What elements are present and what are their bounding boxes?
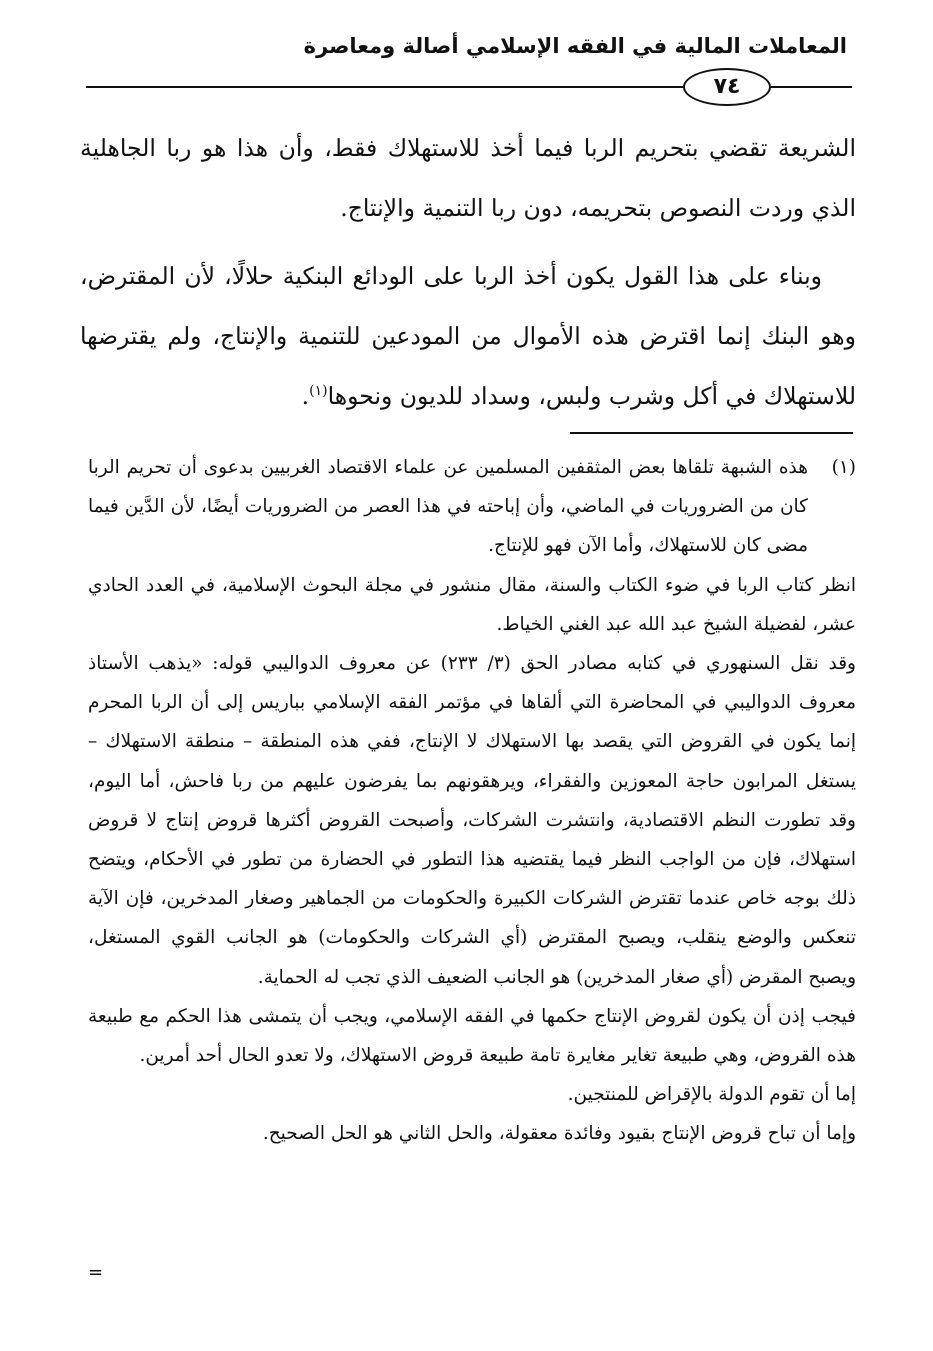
footnote-1 bbox=[88, 448, 856, 566]
footnotes bbox=[88, 448, 856, 1154]
paragraph-2 bbox=[80, 246, 856, 426]
footnote-option-2: وإما أن تباح قروض الإنتاج بقيود وفائدة معقولة، والحل الثاني هو الحل الصحيح. bbox=[262, 1123, 856, 1145]
footnote-1-text: هذه الشبهة تلقاها بعض المثقفين المسلمين عن علماء الاقتصاد الغربيين بدعوى أن تحريم الربا كان من الضروريات في الماضي، وأن إباحته في هذا العصر من الضروريات أيضًا، لأن الدَّين فيما مضى كان للاستهلاك، وأما الآن فهو للإنتاج. bbox=[88, 457, 808, 557]
continuation-mark: = bbox=[88, 1262, 104, 1283]
paragraph-1: الشريعة تقضي بتحريم الربا فيما أخذ للاستهلاك فقط، وأن هذا هو ربا الجاهلية الذي وردت النصوص بتحريمه، دون ربا التنمية والإنتاج. bbox=[80, 134, 856, 222]
footnote-quote-continued: فيجب إذن أن يكون لقروض الإنتاج حكمها في الفقه الإسلامي، ويجب أن يتمشى هذا الحكم مع طبيعة هذه القروض، وهي طبيعة تغاير مغايرة تامة طبيعة قروض الاستهلاك، ولا تعدو الحال أحد أمرين. bbox=[88, 1005, 856, 1067]
footnote-separator bbox=[570, 432, 853, 434]
main-text bbox=[80, 118, 856, 426]
footnote-reference-note: انظر كتاب الربا في ضوء الكتاب والسنة، مقال منشور في مجلة البحوث الإسلامية، في العدد الحادي عشر، لفضيلة الشيخ عبد الله عبد الغني الخياط. bbox=[88, 574, 856, 635]
footnote-option-1: إما أن تقوم الدولة بالإقراض للمنتجين. bbox=[567, 1084, 856, 1106]
page-number: ٧٤ bbox=[683, 68, 771, 106]
footnote-number: (١) bbox=[831, 457, 856, 478]
footnote-quote: وقد نقل السنهوري في كتابه مصادر الحق (٣/ ٢٣٣) عن معروف الدواليبي قوله: «يذهب الأستاذ معروف الدواليبي في المحاضرة التي ألقاها في مؤتمر الفقه الإسلامي بباريس إلى أن الربا المحرم إنما يكون في القروض التي يقصد بها الاستهلاك لا الإنتاج، ففي هذه المنطقة – منطقة الاستهلاك – يستغل المرابون حاجة المعوزين والفقراء، ويرهقونهم بما يفرضون عليهم من ربا فاحش، أما اليوم، وقد تطورت النظم الاقتصادية، وانتشرت الشركات، وأصبحت القروض أكثرها قروض إنتاج لا قروض استهلاك، فإن من الواجب النظر فيما يقتضيه هذا التطور في الحضارة من تطور في الأحكام، ويتضح ذلك بوجه خاص عندما تقترض الشركات الكبيرة والحكومات من الجماهير وصغار المدخرين، فإن الآية تنعكس والوضع ينقلب، ويصبح المقترض (أي الشركات والحكومات) هو الجانب القوي المستغل، ويصبح المقرض (أي صغار المدخرين) هو الجانب الضعيف الذي تجب له الحماية. bbox=[88, 653, 856, 988]
paragraph-2-period: . bbox=[301, 382, 310, 410]
running-title: المعاملات المالية في الفقه الإسلامي أصالة ومعاصرة bbox=[303, 34, 847, 58]
footnote-reference: (١) bbox=[309, 383, 328, 400]
paragraph-2-text: وبناء على هذا القول يكون أخذ الربا على الودائع البنكية حلالًا، لأن المقترض، وهو البنك إنما اقترض هذه الأموال من المودعين للتنمية والإنتاج، ولم يقترضها للاستهلاك في أكل وشرب ولبس، وسداد للديون ونحوها bbox=[80, 262, 856, 410]
